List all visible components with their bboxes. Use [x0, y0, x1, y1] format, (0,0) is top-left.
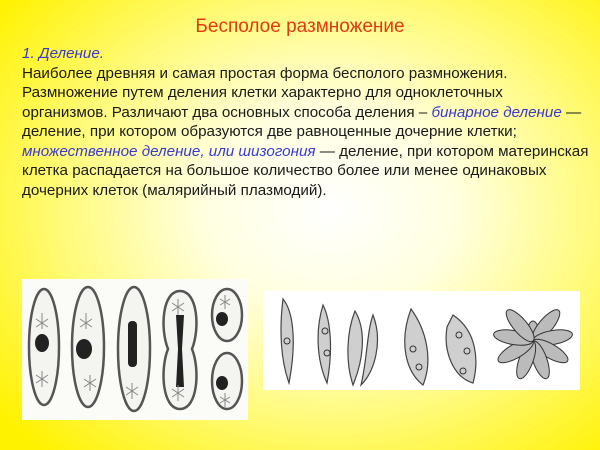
- paragraph-text-tail: — деление, при котором материнская клетка распадается на большое количество более или менее одинаковых дочерних клеток (малярийный плазмодий).: [22, 142, 589, 199]
- term-multiple-division: множественное деление, или шизогония: [22, 142, 316, 160]
- paragraph-division: [22, 64, 592, 142]
- paragraph-text-tail: — деление, при котором образуются две равноценные дочерние клетки;: [22, 103, 582, 140]
- paragraph-text: Наиболее древняя и самая простая форма бесполого размножения. Размножение путем деления клетки характерно для одноклеточных организмов. Различают два основных способа деления –: [22, 64, 508, 121]
- section-heading: 1. Деление.: [22, 45, 105, 62]
- paramecium-binary-division-illustration: [22, 279, 248, 420]
- term-binary-division: бинарное деление: [431, 103, 562, 121]
- slide-body: [22, 44, 592, 200]
- slide-title: Бесполое размножение: [195, 16, 405, 37]
- trypanosome-schizogony-illustration: [263, 291, 580, 390]
- paragraph-schizogony: [22, 142, 592, 201]
